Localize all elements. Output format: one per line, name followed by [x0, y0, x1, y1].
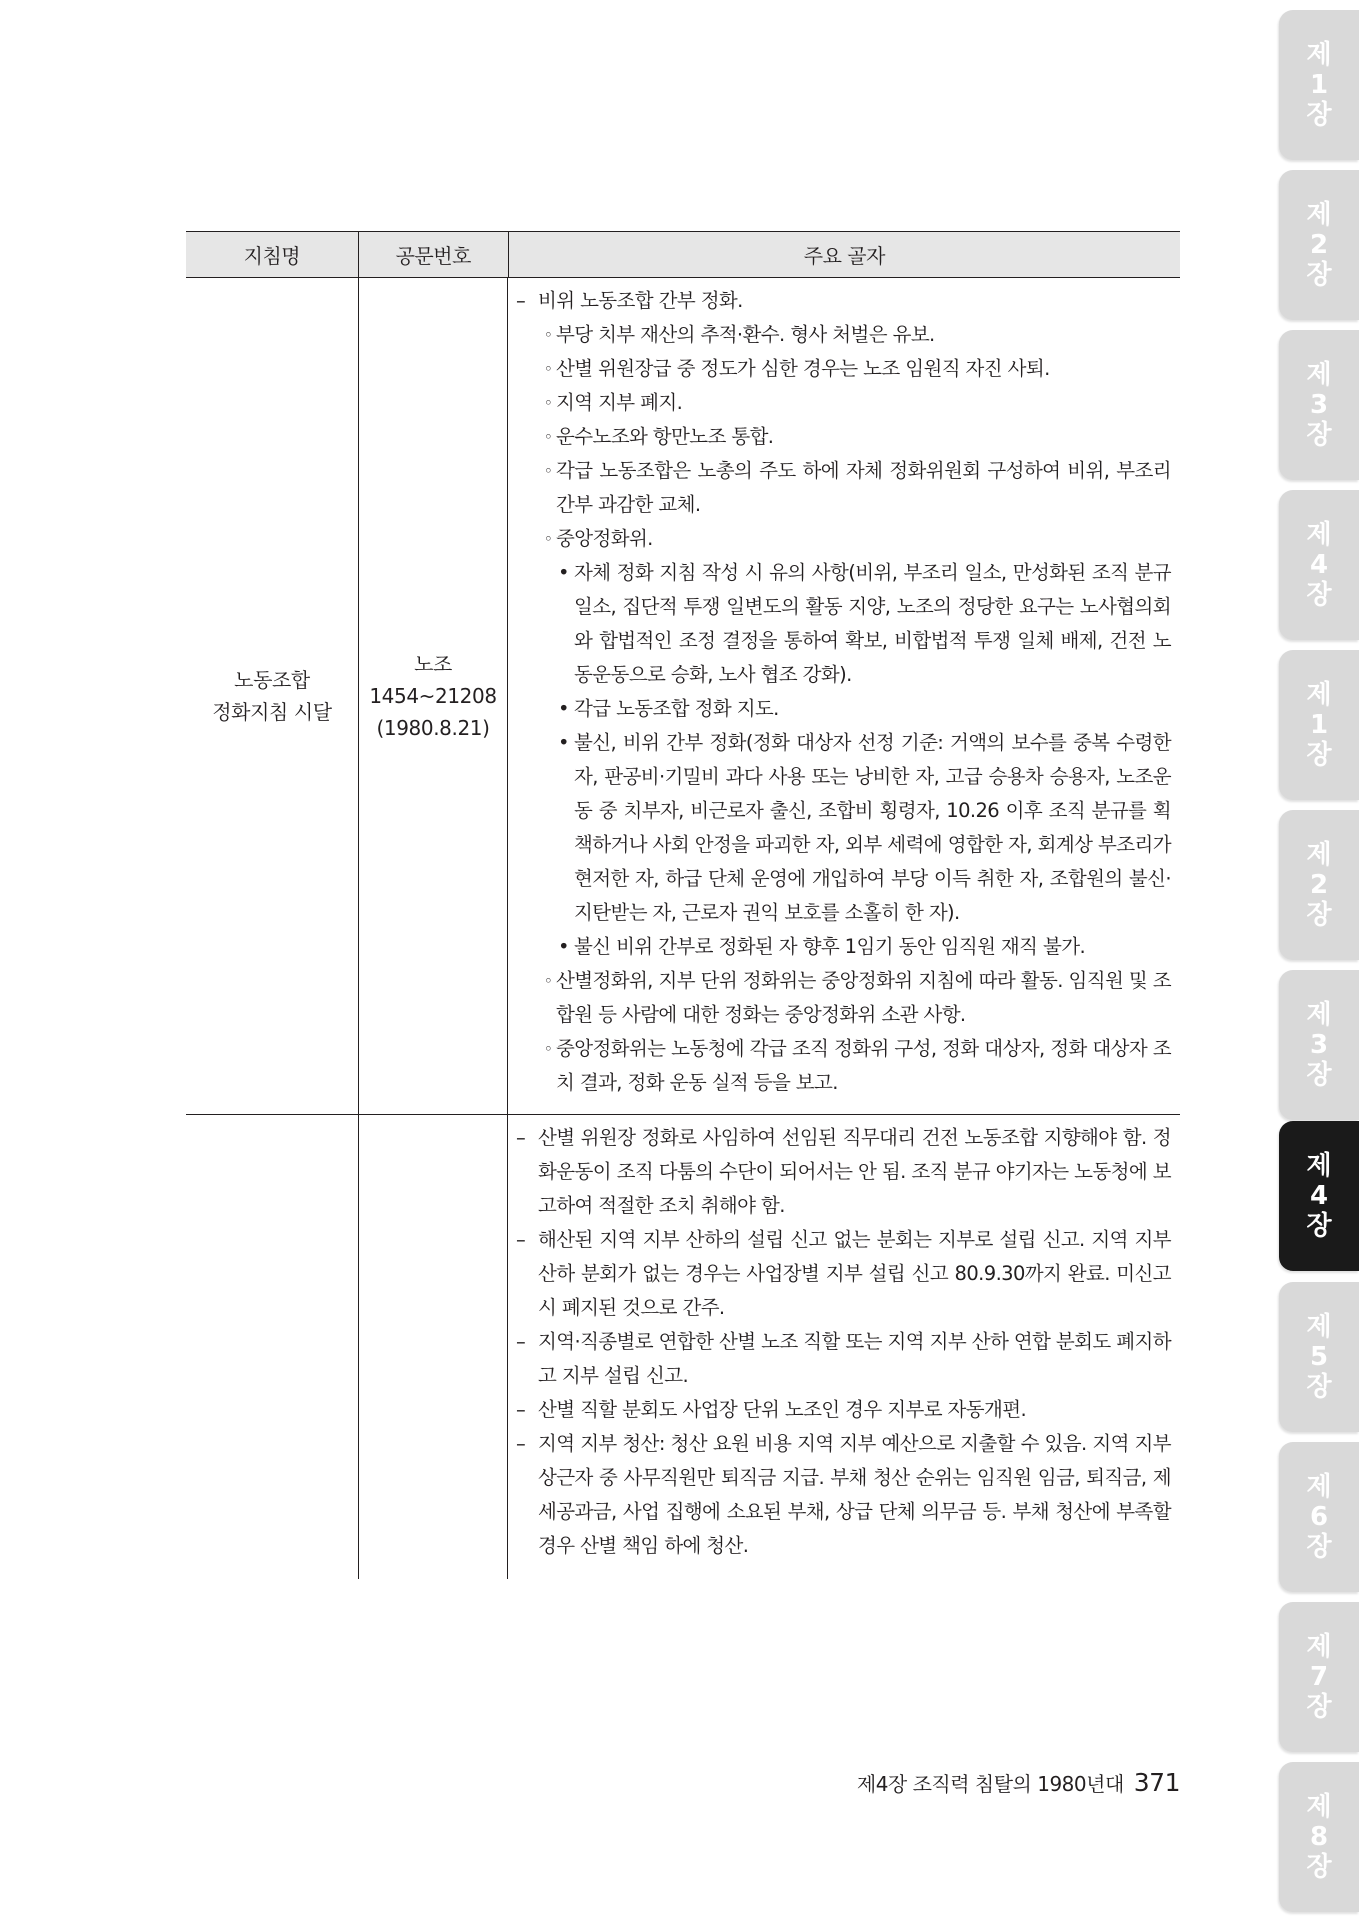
- chapter-tab-prefix: 제: [1306, 680, 1332, 710]
- chapter-tab-suffix: 장: [1306, 420, 1332, 450]
- list-item-text: 산별 위원장 정화로 사임하여 선임된 직무대리 건전 노동조합 지향해야 함. 정화운동이 조직 다툼의 수단이 되어서는 안 됨. 조직 분규 야기자는 노동청에 보고하여 적절한 조치 취해야 함.: [538, 1126, 1171, 1217]
- chapter-tab-prefix: 제: [1306, 200, 1332, 230]
- chapter-tab[interactable]: [1279, 490, 1359, 640]
- bullet-marker: ◦: [544, 530, 553, 548]
- chapter-tab-num: 5: [1309, 1342, 1329, 1372]
- table-row: [186, 278, 1180, 1115]
- chapter-tab[interactable]: [1279, 1602, 1359, 1752]
- document-number-line: 노조: [414, 652, 452, 676]
- list-item-text: 비위 노동조합 간부 정화.: [538, 289, 743, 312]
- chapter-tab-prefix: 제: [1306, 40, 1332, 70]
- chapter-tab-num: 1: [1309, 710, 1329, 740]
- list-item: [516, 964, 1171, 1032]
- guideline-name-line: 노동조합: [234, 668, 310, 692]
- chapter-tab-num: 2: [1309, 870, 1329, 900]
- chapter-tab-num: 3: [1309, 1030, 1329, 1060]
- document-number-cell: [358, 278, 507, 1114]
- list-item-text: 지역 지부 폐지.: [556, 391, 683, 414]
- chapter-tab-num: 4: [1309, 1181, 1329, 1211]
- guideline-name-cell: [186, 1115, 358, 1579]
- bullet-marker: –: [516, 1432, 526, 1455]
- chapter-tab-num: 8: [1309, 1822, 1329, 1852]
- chapter-tab[interactable]: [1279, 810, 1359, 960]
- document-number-line: (1980.8.21): [376, 716, 490, 740]
- chapter-tab-prefix: 제: [1306, 520, 1332, 550]
- chapter-tab-num: 4: [1309, 550, 1329, 580]
- chapter-tab-suffix: 장: [1306, 580, 1332, 610]
- chapter-tab-prefix: 제: [1306, 1792, 1332, 1822]
- list-item-text: 산별정화위, 지부 단위 정화위는 중앙정화위 지침에 따라 활동. 임직원 및 조합원 등 사람에 대한 정화는 중앙정화위 소관 사항.: [556, 969, 1171, 1026]
- bullet-marker: ◦: [544, 462, 553, 480]
- chapter-tab-suffix: 장: [1306, 1211, 1332, 1241]
- list-item: [516, 454, 1171, 522]
- chapter-tab-prefix: 제: [1306, 840, 1332, 870]
- chapter-tab-suffix: 장: [1306, 260, 1332, 290]
- chapter-tab-prefix: 제: [1306, 1472, 1332, 1502]
- list-item-text: 부당 치부 재산의 추적·환수. 형사 처벌은 유보.: [556, 323, 935, 346]
- chapter-tab-num: 6: [1309, 1502, 1329, 1532]
- chapter-tab-strip: [1279, 0, 1359, 1920]
- header-document-number: 공문번호: [358, 232, 508, 277]
- chapter-tab-num: 2: [1309, 230, 1329, 260]
- chapter-tab[interactable]: [1279, 10, 1359, 160]
- table-header-row: [186, 232, 1180, 278]
- list-item: [516, 556, 1171, 692]
- chapter-tab-prefix: 제: [1306, 1312, 1332, 1342]
- list-item: [516, 930, 1171, 964]
- chapter-tab[interactable]: [1279, 330, 1359, 480]
- list-item: [516, 352, 1171, 386]
- list-item: [516, 522, 1171, 556]
- running-title: 제4장 조직력 침탈의 1980년대: [856, 1772, 1124, 1796]
- list-item: [516, 386, 1171, 420]
- list-item: [516, 1032, 1171, 1100]
- main-points-cell: [507, 1115, 1179, 1579]
- list-item-text: 불신 비위 간부로 정화된 자 향후 1임기 동안 임직원 재직 불가.: [574, 935, 1086, 958]
- page-number: 371: [1133, 1768, 1180, 1797]
- chapter-tab[interactable]: [1279, 170, 1359, 320]
- chapter-tab[interactable]: [1279, 970, 1359, 1120]
- list-item: [516, 1121, 1171, 1223]
- chapter-tab[interactable]: [1279, 1442, 1359, 1592]
- chapter-tab[interactable]: [1279, 650, 1359, 800]
- page-footer: [820, 1768, 1180, 1808]
- chapter-tab-num: 7: [1309, 1662, 1329, 1692]
- list-item-text: 중앙정화위.: [556, 527, 653, 550]
- list-item-text: 불신, 비위 간부 정화(정화 대상자 선정 기준: 거액의 보수를 중복 수령한 자, 판공비·기밀비 과다 사용 또는 낭비한 자, 고급 승용차 승용자, 노조운동 중 치부자, 비근로자 출신, 조합비 횡령자, 10.26 이후 조직 분규를 획책하거나 사회 안정을 파괴한 자, 외부 세력에 영합한 자, 회계상 부조리가 현저한 자, 하급 단체 운영에 개입하여 부당 이득 취한 자, 조합원의 불신·지탄받는 자, 근로자 권익 보호를 소홀히 한 자).: [574, 731, 1171, 924]
- list-item-text: 지역 지부 청산: 청산 요원 비용 지역 지부 예산으로 지출할 수 있음. 지역 지부 상근자 중 사무직원만 퇴직금 지급. 부채 청산 순위는 임직원 임금, 퇴직금, 제세공과금, 사업 집행에 소요된 부채, 상급 단체 의무금 등. 부채 청산에 부족할 경우 산별 책임 하에 청산.: [538, 1432, 1171, 1557]
- bullet-marker: ◦: [544, 1040, 553, 1058]
- list-item-text: 운수노조와 항만노조 통합.: [556, 425, 774, 448]
- bullet-marker: •: [558, 697, 569, 720]
- chapter-tab-suffix: 장: [1306, 1692, 1332, 1722]
- chapter-tab[interactable]: [1279, 1762, 1359, 1912]
- bullet-marker: ◦: [544, 972, 553, 990]
- list-item: [516, 284, 1171, 318]
- chapter-tab-suffix: 장: [1306, 1060, 1332, 1090]
- chapter-tab-suffix: 장: [1306, 900, 1332, 930]
- chapter-tab-prefix: 제: [1306, 360, 1332, 390]
- chapter-tab-prefix: 제: [1306, 1000, 1332, 1030]
- chapter-tab-suffix: 장: [1306, 100, 1332, 130]
- list-item-text: 각급 노동조합 정화 지도.: [574, 697, 779, 720]
- chapter-tab-num: 1: [1309, 70, 1329, 100]
- chapter-tab-suffix: 장: [1306, 1532, 1332, 1562]
- bullet-marker: –: [516, 1398, 526, 1421]
- bullet-marker: –: [516, 1126, 526, 1149]
- bullet-marker: ◦: [544, 428, 553, 446]
- chapter-tab-suffix: 장: [1306, 1372, 1332, 1402]
- chapter-tab-suffix: 장: [1306, 1852, 1332, 1882]
- list-item: [516, 1427, 1171, 1563]
- list-item: [516, 1325, 1171, 1393]
- bullet-marker: •: [558, 935, 569, 958]
- list-item-text: 자체 정화 지침 작성 시 유의 사항(비위, 부조리 일소, 만성화된 조직 분규 일소, 집단적 투쟁 일변도의 활동 지양, 노조의 정당한 요구는 노사협의회와 합법적인 조정 결정을 통하여 확보, 비합법적 투쟁 일체 배제, 건전 노동운동으로 승화, 노사 협조 강화).: [574, 561, 1171, 686]
- chapter-tab[interactable]: [1279, 1282, 1359, 1432]
- bullet-marker: ◦: [544, 394, 553, 412]
- bullet-marker: •: [558, 731, 569, 754]
- bullet-marker: ◦: [544, 326, 553, 344]
- guideline-name-line: 정화지침 시달: [212, 700, 332, 724]
- list-item: [516, 420, 1171, 454]
- bullet-marker: –: [516, 1228, 526, 1251]
- bullet-marker: –: [516, 289, 526, 312]
- list-item: [516, 726, 1171, 930]
- chapter-tab-suffix: 장: [1306, 740, 1332, 770]
- list-item-text: 산별 직할 분회도 사업장 단위 노조인 경우 지부로 자동개편.: [538, 1398, 1027, 1421]
- guideline-table: [186, 231, 1180, 1579]
- guideline-name-cell: [186, 278, 358, 1114]
- list-item-text: 산별 위원장급 중 정도가 심한 경우는 노조 임원직 자진 사퇴.: [556, 357, 1050, 380]
- list-item: [516, 1223, 1171, 1325]
- document-number-cell: [358, 1115, 507, 1579]
- header-main-points: 주요 골자: [508, 232, 1180, 277]
- bullet-marker: •: [558, 561, 569, 584]
- list-item-text: 각급 노동조합은 노총의 주도 하에 자체 정화위원회 구성하여 비위, 부조리 간부 과감한 교체.: [556, 459, 1171, 516]
- document-number-line: 1454~21208: [369, 684, 497, 708]
- list-item: [516, 318, 1171, 352]
- list-item: [516, 692, 1171, 726]
- chapter-tab-prefix: 제: [1306, 1151, 1332, 1181]
- bullet-marker: –: [516, 1330, 526, 1353]
- chapter-tab-prefix: 제: [1306, 1632, 1332, 1662]
- chapter-tab-num: 3: [1309, 390, 1329, 420]
- bullet-marker: ◦: [544, 360, 553, 378]
- list-item: [516, 1393, 1171, 1427]
- list-item-text: 지역·직종별로 연합한 산별 노조 직할 또는 지역 지부 산하 연합 분회도 폐지하고 지부 설립 신고.: [538, 1330, 1171, 1387]
- chapter-tab[interactable]: [1279, 1121, 1359, 1271]
- list-item-text: 해산된 지역 지부 산하의 설립 신고 없는 분회는 지부로 설립 신고. 지역 지부 산하 분회가 없는 경우는 사업장별 지부 설립 신고 80.9.30까지 완료. 미신고 시 폐지된 것으로 간주.: [538, 1228, 1171, 1319]
- header-guideline-name: 지침명: [243, 244, 301, 268]
- table-row: [186, 1115, 1180, 1579]
- list-item-text: 중앙정화위는 노동청에 각급 조직 정화위 구성, 정화 대상자, 정화 대상자 조치 결과, 정화 운동 실적 등을 보고.: [556, 1037, 1171, 1094]
- main-points-cell: [507, 278, 1179, 1114]
